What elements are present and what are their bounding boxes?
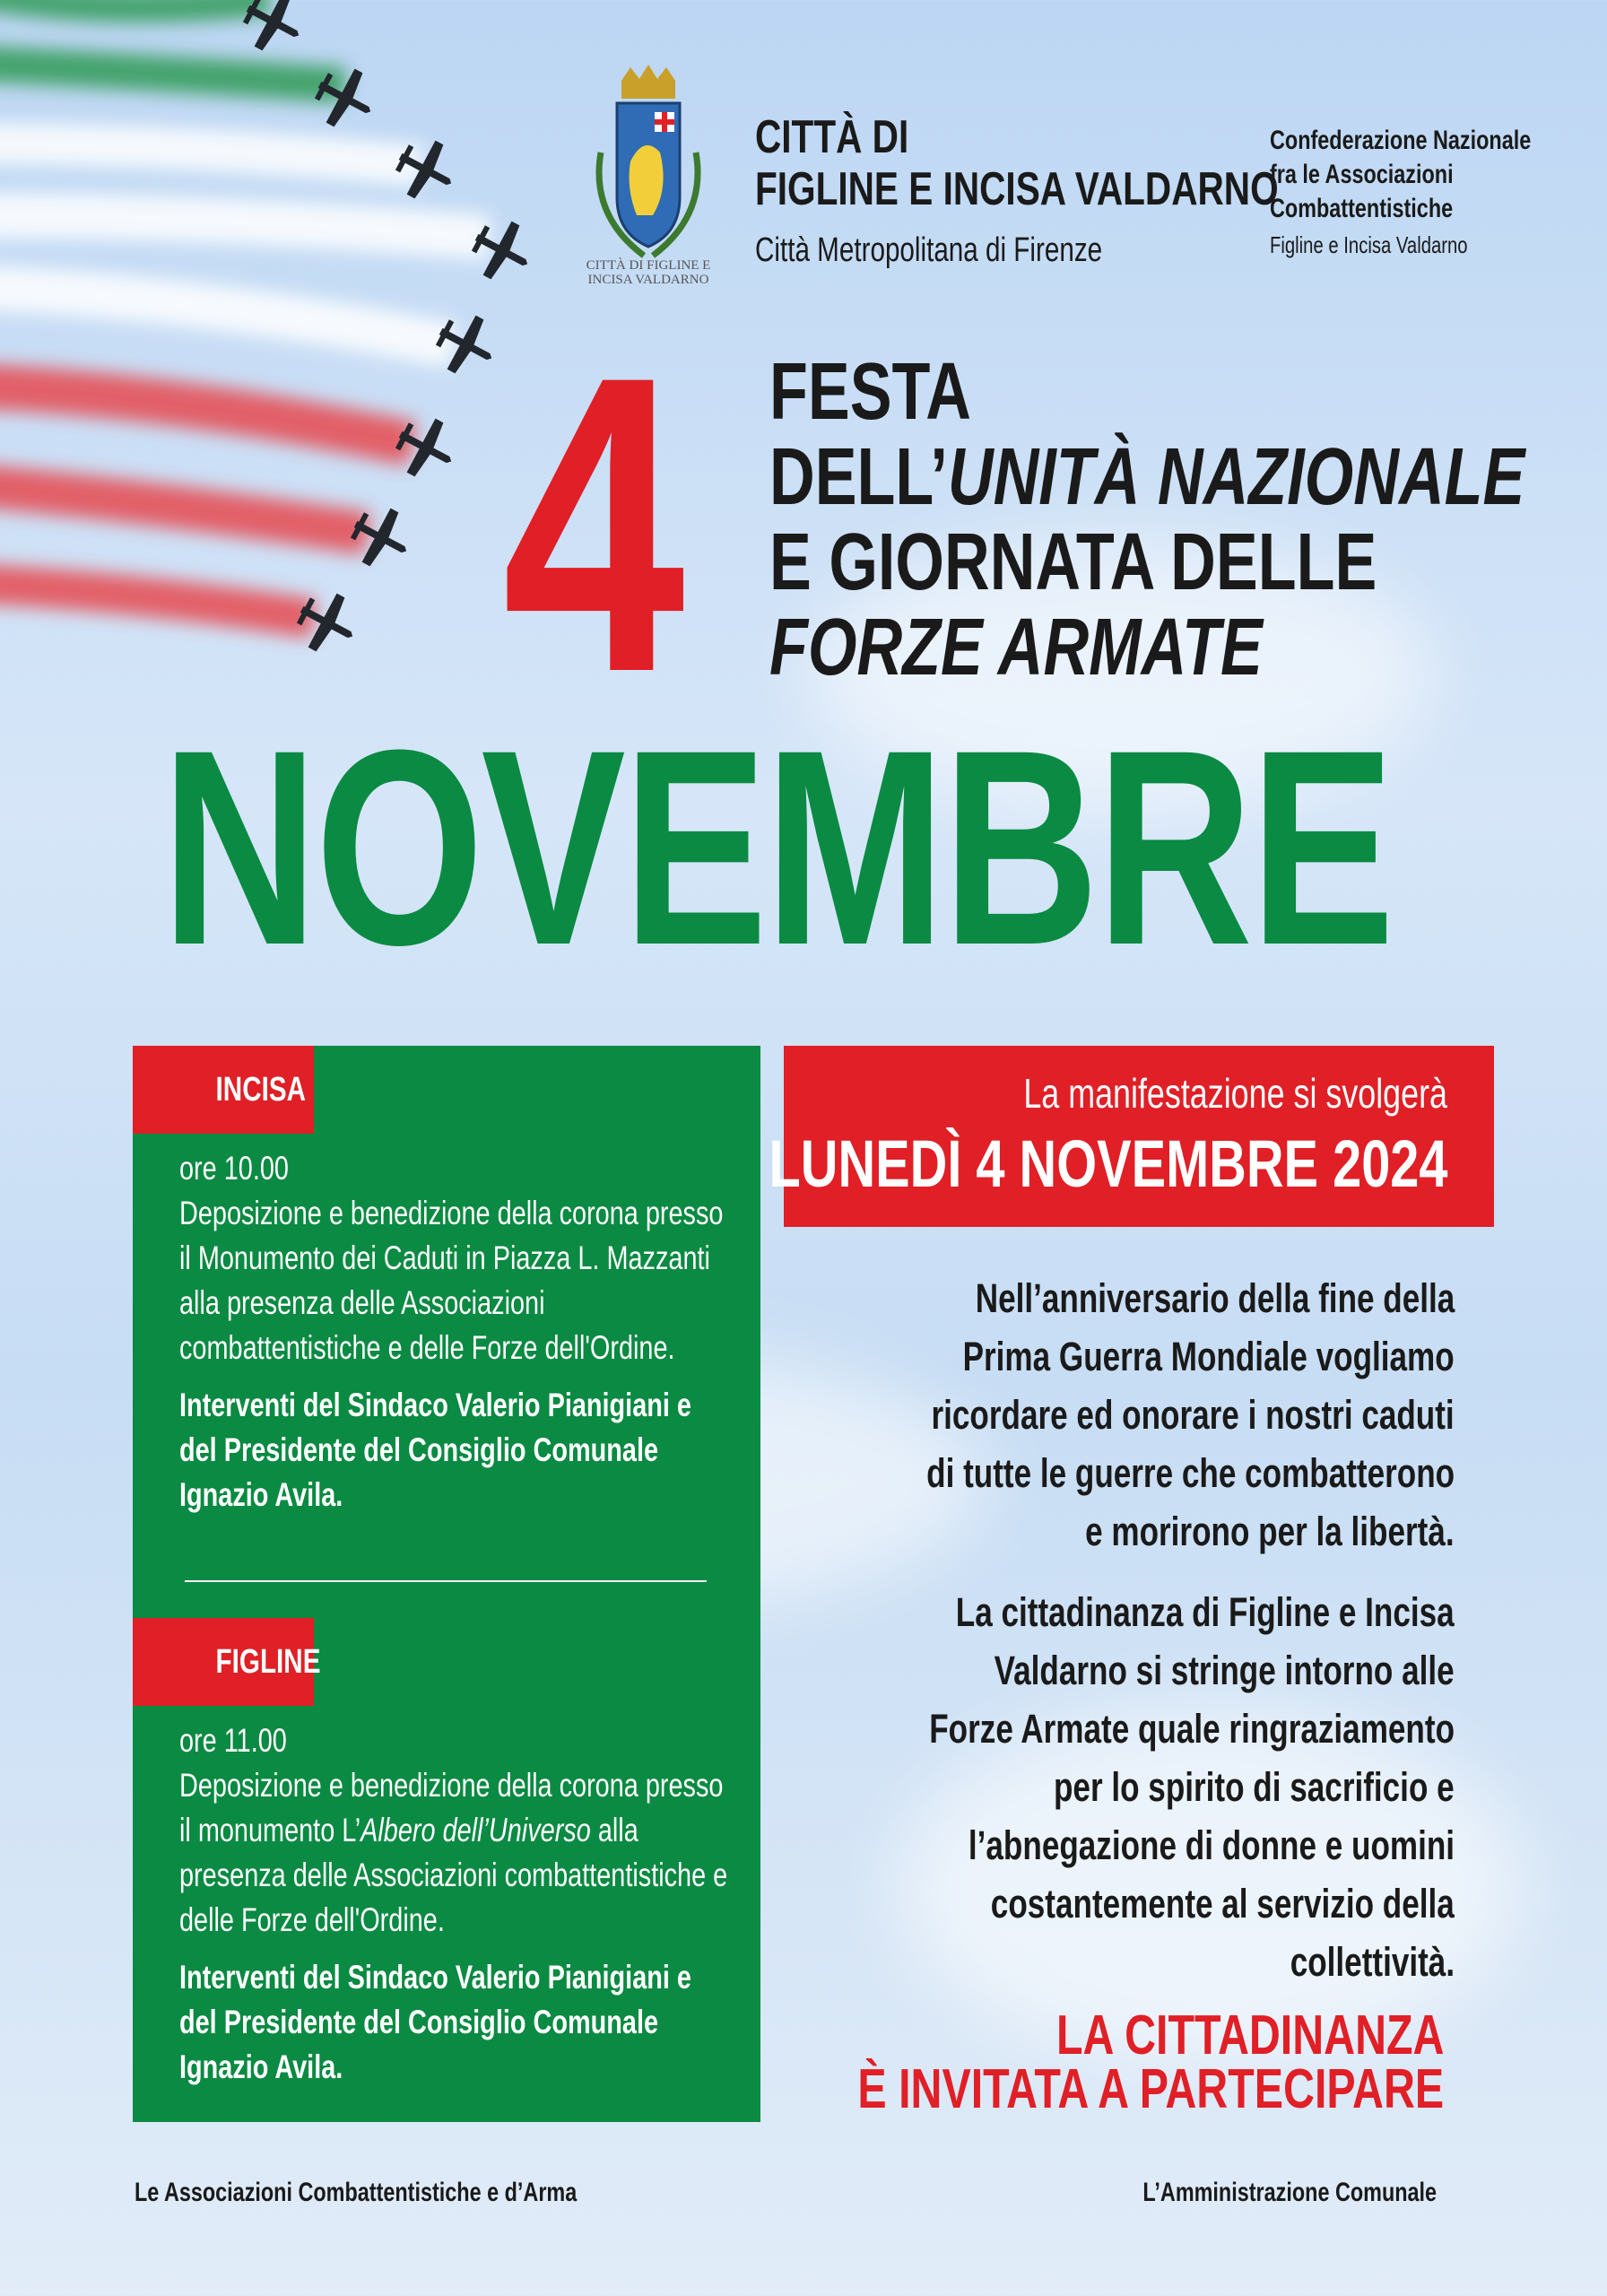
incisa-tag-label: INCISA	[215, 1071, 307, 1109]
green-smoke-trail	[0, 0, 269, 7]
event-title-line4	[769, 605, 1263, 691]
incisa-desc-line4: combattentistiche e delle Forze dell'Ordine.	[179, 1329, 675, 1366]
figline-desc-line4: delle Forze dell'Ordine.	[179, 1901, 445, 1938]
citizenship-line-text: La cittadinanza di Figline e Incisa	[956, 1589, 1455, 1635]
event-title-line2-prefix: DELL’	[769, 432, 948, 522]
invitation	[692, 2005, 1444, 2120]
incisa-time: ore 10.00	[179, 1150, 289, 1187]
figline-tag	[133, 1618, 321, 1706]
incisa-desc-line3: alla presenza delle Associazioni	[179, 1284, 545, 1321]
anniversary-line	[647, 1502, 1455, 1561]
green-smoke-trail	[0, 63, 345, 85]
anniversary-line-text: e morirono per la libertà.	[1085, 1509, 1455, 1554]
city-title-line1: CITTÀ DI	[755, 111, 909, 163]
anniversary-line	[647, 1444, 1455, 1502]
incisa-desc-line1: Deposizione e benedizione della corona presso	[179, 1195, 724, 1231]
figline-desc-line2-italic: Albero dell’Universo	[360, 1812, 591, 1848]
confederation-title	[1270, 124, 1604, 226]
event-title-line1: FESTA	[769, 347, 971, 437]
red-smoke-trail	[0, 386, 413, 444]
anniversary-line-text: ricordare ed onorare i nostri caduti	[931, 1392, 1455, 1438]
incisa-tag	[133, 1046, 314, 1134]
figline-desc-line2-b: alla	[590, 1812, 638, 1848]
date-banner	[769, 1046, 1494, 1227]
date-banner-intro-text: La manifestazione si svolgerà	[1023, 1070, 1447, 1117]
citizenship-line-text: Valdarno si stringe intorno alle	[995, 1648, 1455, 1693]
anniversary-paragraph	[647, 1269, 1455, 1561]
figline-speech-line2: del Presidente del Consiglio Comunale	[179, 2004, 659, 2040]
invitation-line2-text: È INVITATA A PARTECIPARE	[857, 2058, 1444, 2120]
date-banner-date	[578, 1128, 1448, 1200]
anniversary-line	[647, 1327, 1455, 1386]
citizenship-line-text: l’abnegazione di donne e uomini	[968, 1822, 1455, 1868]
figline-tag-label: FIGLINE	[215, 1643, 321, 1681]
citizenship-line	[647, 1816, 1455, 1874]
citizenship-line	[647, 1700, 1455, 1758]
date-banner-intro	[904, 1069, 1447, 1118]
invitation-line1	[692, 2005, 1444, 2066]
event-title-line2-italic: UNITÀ NAZIONALE	[947, 432, 1525, 522]
red-smoke-trail	[0, 484, 368, 534]
citizenship-line-text: costantemente al servizio della	[991, 1881, 1455, 1926]
citizenship-line	[647, 1641, 1455, 1700]
figline-speech-line1: Interventi del Sindaco Valerio Pianigiani e	[179, 1959, 691, 1996]
confederation-line1: Confederazione Nazionale	[1270, 126, 1532, 155]
white-smoke-trail	[0, 215, 489, 238]
confederation-line3: Combattentistiche	[1270, 194, 1454, 223]
date-banner-date-text: LUNEDÌ 4 NOVEMBRE 2024	[769, 1126, 1447, 1201]
day-number: 4	[502, 289, 685, 760]
citizenship-line	[647, 1933, 1455, 1991]
aircraft-icon	[427, 304, 506, 385]
incisa-desc-line2: il Monumento dei Caduti in Piazza L. Mazzanti	[179, 1239, 710, 1276]
anniversary-line-text: Nell’anniversario della fine della	[975, 1275, 1455, 1321]
red-smoke-trail	[0, 583, 314, 619]
white-smoke-trail	[0, 144, 421, 166]
anniversary-line-text: di tutte le guerre che combatterono	[926, 1450, 1455, 1496]
city-subtitle: Città Metropolitana di Firenze	[755, 231, 1103, 269]
event-title-line3: E GIORNATA DELLE	[769, 517, 1377, 607]
footer-administration-text: L’Amministrazione Comunale	[1142, 2178, 1437, 2207]
footer-administration	[1060, 2178, 1437, 2208]
city-title-line2: FIGLINE E INCISA VALDARNO	[755, 163, 1279, 215]
figline-desc-line2	[179, 1808, 638, 1853]
month-title: NOVEMBRE	[161, 691, 1393, 1003]
aircraft-icon	[288, 582, 367, 663]
aircraft-icon	[342, 497, 421, 578]
aircraft-icon	[387, 129, 465, 210]
citizenship-line	[647, 1874, 1455, 1933]
citizenship-line-text: per lo spirito di sacrificio e	[1054, 1764, 1455, 1810]
crest-caption: CITTÀ DI FIGLINE E INCISA VALDARNO	[586, 258, 711, 287]
incisa-speech-line3: Ignazio Avila.	[179, 1476, 343, 1513]
citizenship-line-text: collettività.	[1290, 1939, 1455, 1985]
confederation-subtitle: Figline e Incisa Valdarno	[1270, 231, 1468, 258]
event-title-line2	[769, 432, 1525, 522]
incisa-speech-line2: del Presidente del Consiglio Comunale	[179, 1431, 659, 1468]
event-title	[769, 347, 1607, 692]
citizenship-line	[647, 1758, 1455, 1816]
citizenship-paragraph	[647, 1583, 1455, 1991]
incisa-speech-line1: Interventi del Sindaco Valerio Pianigiani e	[179, 1387, 691, 1423]
event-title-line4-italic: FORZE ARMATE	[769, 603, 1263, 692]
citizenship-line-text: Forze Armate quale ringraziamento	[929, 1706, 1455, 1752]
anniversary-line	[647, 1386, 1455, 1444]
white-smoke-trail	[0, 287, 453, 345]
figline-desc-line3: presenza delle Associazioni combattentistiche e	[179, 1857, 728, 1893]
figline-speech-line3: Ignazio Avila.	[179, 2048, 343, 2085]
figline-desc-line2-a: il monumento L’	[179, 1812, 361, 1848]
anniversary-line	[647, 1269, 1455, 1327]
invitation-line2	[692, 2058, 1444, 2120]
anniversary-line-text: Prima Guerra Mondiale vogliamo	[962, 1334, 1455, 1379]
citizenship-line	[647, 1583, 1455, 1641]
section-divider	[185, 1580, 707, 1582]
figline-desc-line1: Deposizione e benedizione della corona presso	[179, 1767, 724, 1804]
figline-time: ore 11.00	[179, 1722, 287, 1759]
invitation-line1-text: LA CITTADINANZA	[1055, 2005, 1444, 2066]
footer-associations: Le Associazioni Combattentistiche e d’Arma	[135, 2178, 578, 2207]
confederation-line2: fra le Associazioni	[1270, 160, 1454, 189]
